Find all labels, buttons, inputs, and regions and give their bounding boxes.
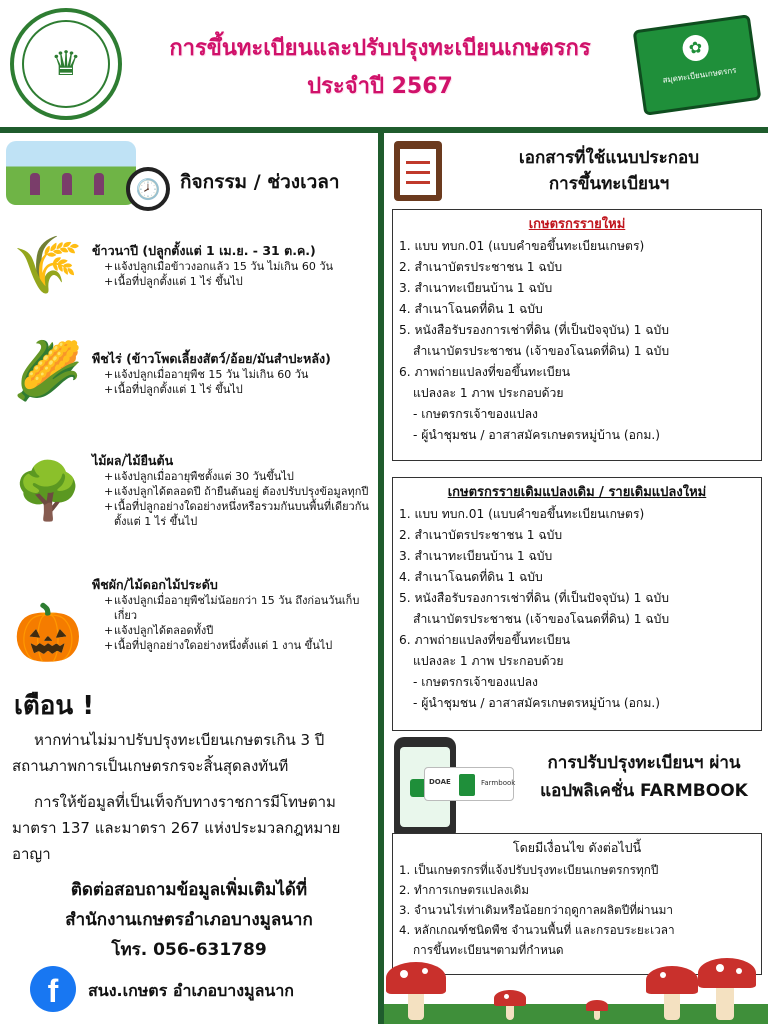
farmbook-title-line-2: แอปพลิเคชั่น FARMBOOK: [540, 781, 748, 801]
warning-title: เตือน !: [14, 691, 95, 721]
contact-info: [0, 875, 378, 965]
crop-title: พืชไร่ (ข้าวโพดเลี้ยงสัตว์/อ้อย/มันสำปะหลัง): [92, 351, 331, 366]
farmbook-title-line-1: การปรับปรุงทะเบียนฯ ผ่าน: [547, 753, 741, 773]
doae-label: DOAE: [429, 778, 451, 786]
list-item: 3. สำเนาทะเบียนบ้าน 1 ฉบับ: [399, 281, 553, 295]
crop-details: [104, 469, 374, 529]
crop-details: [104, 593, 374, 653]
list-item: 1. แบบ ทบก.01 (แบบคำขอขึ้นทะเบียนเกษตร): [399, 507, 645, 521]
contact-line: ติดต่อสอบถามข้อมูลเพิ่มเติมได้ที่: [70, 880, 308, 900]
list-item: 3. สำเนาทะเบียนบ้าน 1 ฉบับ: [399, 549, 553, 563]
list-item: สำเนาบัตรประชาชน (เจ้าของโฉนดที่ดิน) 1 ฉบับ: [413, 344, 670, 358]
crop-detail: + เนื้อที่ปลูกอย่างใดอย่างหนึ่งหรือรวมกันบนพื้นที่เดียวกันตั้งแต่ 1 ไร่ ขึ้นไป: [104, 499, 374, 529]
left-column: [0, 133, 378, 1024]
header: [0, 0, 768, 128]
clipboard-line: [406, 161, 430, 164]
documents-title-line-2: การขึ้นทะเบียนฯ: [548, 174, 670, 194]
list-item: 6. ภาพถ่ายแปลงที่ขอขึ้นทะเบียน: [399, 365, 571, 379]
farmbook-label: Farmbook: [481, 779, 516, 787]
list-item: 1. แบบ ทบก.01 (แบบคำขอขึ้นทะเบียนเกษตร): [399, 239, 645, 253]
documents-title: [464, 145, 754, 197]
activity-title: กิจกรรม / ช่วงเวลา: [180, 171, 340, 193]
list-item: แปลงละ 1 ภาพ ประกอบด้วย: [413, 386, 564, 400]
list-item: 5. หนังสือรับรองการเช่าที่ดิน (ที่เป็นปัจจุบัน) 1 ฉบับ: [399, 323, 670, 337]
seal-icon: ♛: [22, 20, 110, 108]
new-farmer-heading: เกษตรกรรายใหม่: [528, 217, 626, 232]
list-item: 3. จำนวนไร่เท่าเดิมหรือน้อยกว่าฤดูกาลผลิตปีที่ผ่านมา: [399, 903, 673, 917]
corn-icon: 🌽: [13, 339, 83, 404]
mushroom-icon: [646, 958, 756, 1022]
existing-farmer-doc-list: [393, 502, 761, 716]
crop-detail: + แจ้งปลูกได้ตลอดปี ถ้ายืนต้นอยู่ ต้องปรับปรุงข้อมูลทุกปี: [104, 484, 374, 499]
list-item: 2. ทำการเกษตรแปลงเดิม: [399, 883, 530, 897]
new-farmer-box: [392, 209, 762, 461]
list-item: 5. หนังสือรับรองการเช่าที่ดิน (ที่เป็นปัจจุบัน) 1 ฉบับ: [399, 591, 670, 605]
page-title: [130, 30, 630, 106]
crop-detail: + เนื้อที่ปลูกตั้งแต่ 1 ไร่ ขึ้นไป: [104, 274, 374, 289]
title-line-1: การขึ้นทะเบียนและปรับปรุงทะเบียนเกษตรกร: [169, 36, 591, 61]
conditions-box: [392, 833, 762, 975]
title-line-2: ประจำปี 2567: [307, 74, 453, 99]
existing-farmer-box: [392, 477, 762, 731]
new-farmer-doc-list: [393, 234, 761, 448]
crop-detail: + แจ้งปลูกเมื่ออายุพืช 15 วัน ไม่เกิน 60 วัน: [104, 367, 374, 382]
warning-text-1: หากท่านไม่มาปรับปรุงทะเบียนเกษตรเกิน 3 ปี สถานภาพการเป็นเกษตรกรจะสิ้นสุดลงทันที: [12, 731, 325, 775]
farmbook-title: [524, 749, 764, 805]
crop-title: พืชผัก/ไม้ดอกไม้ประดับ: [92, 577, 218, 592]
list-item: - เกษตรกรเจ้าของแปลง: [413, 675, 538, 689]
crop-detail: + แจ้งปลูกเมื่ออายุพืชไม่น้อยกว่า 15 วัน ถึงก่อนวันเก็บเกี่ยว: [104, 593, 374, 623]
warning-text-2: การให้ข้อมูลที่เป็นเท็จกับทางราชการมีโทษตามมาตรา 137 และมาตรา 267 แห่งประมวลกฎหมายอาญา: [12, 793, 341, 863]
list-item: การขึ้นทะเบียนฯตามที่กำหนด: [413, 943, 564, 957]
clipboard-line: [406, 171, 430, 174]
doae-logo: [10, 8, 122, 120]
book-label: สมุดทะเบียนเกษตรกร: [661, 65, 737, 85]
crop-detail: + เนื้อที่ปลูกอย่างใดอย่างหนึ่งตั้งแต่ 1 งาน ขึ้นไป: [104, 638, 374, 653]
list-item: 2. สำเนาบัตรประชาชน 1 ฉบับ: [399, 528, 563, 542]
crop-detail: + แจ้งปลูกได้ตลอดทั้งปี: [104, 623, 374, 638]
farmer-book-icon: [633, 14, 762, 116]
list-item: สำเนาบัตรประชาชน (เจ้าของโฉนดที่ดิน) 1 ฉบับ: [413, 612, 670, 626]
farmer-figure: [62, 173, 72, 195]
clipboard-line: [406, 181, 430, 184]
vegetable-icon: 🎃: [13, 601, 83, 666]
mushroom-icon: [586, 1000, 608, 1022]
list-item: 4. สำเนาโฉนดที่ดิน 1 ฉบับ: [399, 302, 543, 316]
farmbook-app-card: [424, 767, 514, 801]
rice-field-image: [6, 141, 136, 205]
crop-detail: + เนื้อที่ปลูกตั้งแต่ 1 ไร่ ขึ้นไป: [104, 382, 374, 397]
contact-phone: โทร. 056-631789: [111, 940, 267, 960]
conditions-list: [393, 858, 761, 962]
farmer-figure: [30, 173, 40, 195]
list-item: - ผู้นำชุมชน / อาสาสมัครเกษตรหมู่บ้าน (อกม.): [413, 428, 660, 442]
list-item: - ผู้นำชุมชน / อาสาสมัครเกษตรหมู่บ้าน (อกม.): [413, 696, 660, 710]
contact-office: สำนักงานเกษตรอำเภอบางมูลนาก: [65, 910, 313, 930]
rice-icon: 🌾: [13, 233, 83, 298]
right-column: [384, 133, 768, 1024]
crop-details: [104, 367, 374, 397]
conditions-heading: โดยมีเงื่อนไข ดังต่อไปนี้: [512, 840, 642, 855]
crop-detail: + แจ้งปลูกเมื่ออายุพืชตั้งแต่ 30 วันขึ้นไป: [104, 469, 374, 484]
clock-icon: 🕗: [126, 167, 170, 211]
crop-details: [104, 259, 374, 289]
list-item: 4. สำเนาโฉนดที่ดิน 1 ฉบับ: [399, 570, 543, 584]
crop-detail: + แจ้งปลูกเมื่อข้าวงอกแล้ว 15 วัน ไม่เกิน 60 วัน: [104, 259, 374, 274]
clipboard-icon: [394, 141, 442, 201]
facebook-icon[interactable]: f: [30, 966, 76, 1012]
list-item: - เกษตรกรเจ้าของแปลง: [413, 407, 538, 421]
facebook-page-link[interactable]: สนง.เกษตร อำเภอบางมูลนาก: [88, 981, 294, 1000]
list-item: แปลงละ 1 ภาพ ประกอบด้วย: [413, 654, 564, 668]
book-seal-icon: ✿: [681, 33, 710, 62]
crop-title: ไม้ผล/ไม้ยืนต้น: [92, 453, 174, 468]
mushroom-icon: [386, 962, 446, 1022]
crop-title: ข้าวนาปี (ปลูกตั้งแต่ 1 เม.ย. - 31 ต.ค.): [92, 243, 316, 258]
list-item: 1. เป็นเกษตรกรที่แจ้งปรับปรุงทะเบียนเกษตรกรทุกปี: [399, 863, 659, 877]
farmer-figure: [94, 173, 104, 195]
documents-title-line-1: เอกสารที่ใช้แนบประกอบ: [518, 148, 700, 168]
list-item: 2. สำเนาบัตรประชาชน 1 ฉบับ: [399, 260, 563, 274]
list-item: 6. ภาพถ่ายแปลงที่ขอขึ้นทะเบียน: [399, 633, 571, 647]
fruit-tree-icon: 🌳: [13, 459, 83, 524]
existing-farmer-heading: เกษตรกรรายเดิมแปลงเดิม / รายเดิมแปลงใหม่: [447, 485, 707, 500]
list-item: 4. หลักเกณฑ์ชนิดพืช จำนวนพื้นที่ และกรอบระยะเวลา: [399, 923, 675, 937]
mushroom-icon: [494, 990, 526, 1022]
farmbook-book-icon: [459, 774, 475, 796]
